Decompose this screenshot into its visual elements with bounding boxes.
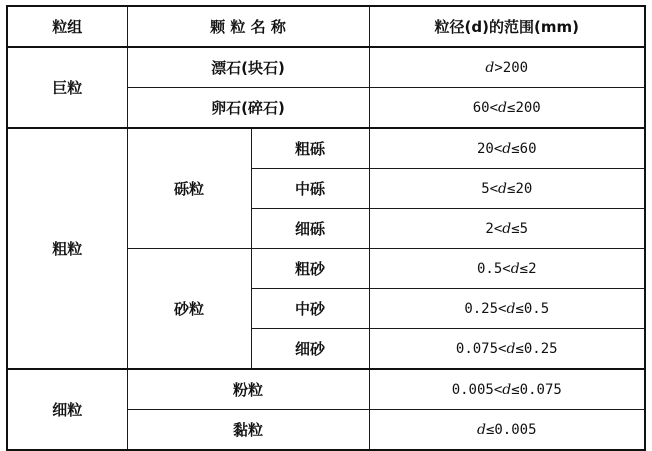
grain-range: 5<d≤20 [369,169,645,209]
header-range: 粒径(d)的范围(mm) [369,6,645,47]
subgroup-sand: 砂粒 [127,249,251,370]
header-row [7,6,645,47]
table-row [7,128,645,169]
grain-name: 中砾 [251,169,369,209]
grain-name: 粗砂 [251,249,369,289]
grain-name: 细砂 [251,329,369,370]
group-coarse: 粗粒 [7,128,127,369]
grain-range: 20<d≤60 [369,128,645,169]
header-group: 粒组 [7,6,127,47]
grain-name: 卵石(碎石) [127,88,369,129]
grain-name: 粉粒 [127,369,369,410]
table-row [7,369,645,410]
subgroup-gravel: 砾粒 [127,128,251,249]
group-giant: 巨粒 [7,47,127,128]
table-row [7,47,645,88]
grain-range: 0.005<d≤0.075 [369,369,645,410]
grain-name: 黏粒 [127,410,369,451]
grain-range: 2<d≤5 [369,209,645,249]
grain-range: 0.5<d≤2 [369,249,645,289]
grain-range: d>200 [369,47,645,88]
grain-range: 60<d≤200 [369,88,645,129]
grain-range: d≤0.005 [369,410,645,451]
grain-name: 粗砾 [251,128,369,169]
grain-range: 0.075<d≤0.25 [369,329,645,370]
grain-name: 中砂 [251,289,369,329]
grain-size-table-wrapper [6,5,646,451]
grain-name: 漂石(块石) [127,47,369,88]
grain-size-table [6,5,646,451]
grain-range: 0.25<d≤0.5 [369,289,645,329]
group-fine: 细粒 [7,369,127,450]
grain-name: 细砾 [251,209,369,249]
header-name: 颗 粒 名 称 [127,6,369,47]
